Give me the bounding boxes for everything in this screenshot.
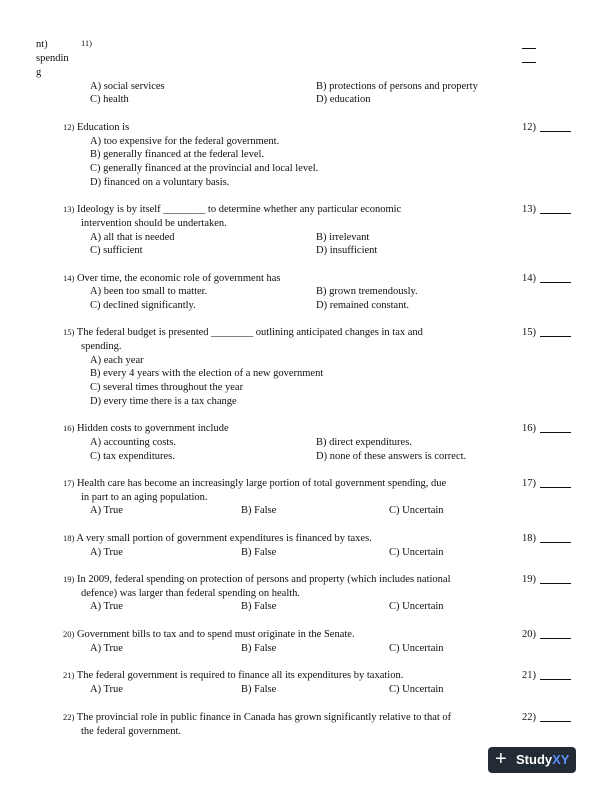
question-19-number: 19) [63,574,75,584]
watermark-brand-suffix: XY [552,752,570,767]
question-20 [63,628,355,641]
q12-option-d: D) financed on a voluntary basis. [90,177,230,188]
q14-option-b: B) grown tremendously. [316,286,418,297]
question-19-text-line1: In 2009, federal spending on protection of persons and property (which includes national [76,574,451,585]
answer-label-15: 15) [522,327,536,338]
q11-option-a: A) social services [90,81,165,92]
q17-option-a: A) True [90,505,123,516]
question-20-text: Government bills to tax and to spend must originate in the Senate. [76,629,355,640]
q11-option-c: C) health [90,94,129,105]
header-fragment-line1: nt) [36,39,48,50]
question-16-text: Hidden costs to government include [76,423,229,434]
answer-blank-19 [540,583,571,584]
answer-label-22: 22) [522,712,536,723]
question-19 [63,573,451,586]
question-12-text: Education is [76,122,130,133]
answer-blank [522,48,536,49]
q19-option-a: A) True [90,601,123,612]
answer-blank-21 [540,679,571,680]
question-16 [63,422,229,435]
answer-label-19: 19) [522,574,536,585]
answer-label-14: 14) [522,273,536,284]
question-17-text-line1: Health care has become an increasingly large portion of total government spending, due [76,478,447,489]
q13-option-b: B) irrelevant [316,232,370,243]
question-18 [63,532,372,545]
q15-option-a: A) each year [90,355,144,366]
q19-option-c: C) Uncertain [389,601,444,612]
question-15-number: 15) [63,327,75,337]
q12-option-c: C) generally financed at the provincial and local level. [90,163,319,174]
answer-label-17: 17) [522,478,536,489]
answer-blank-18 [540,542,571,543]
q17-option-b: B) False [241,505,277,516]
question-14-number: 14) [63,273,75,283]
q20-option-c: C) Uncertain [389,643,444,654]
question-16-number: 16) [63,423,75,433]
question-20-number: 20) [63,629,75,639]
question-11-number: 11) [81,38,93,48]
question-22 [63,711,451,724]
answer-blank-13 [540,213,571,214]
q20-option-b: B) False [241,643,277,654]
studyxy-watermark [488,747,576,773]
q19-option-b: B) False [241,601,277,612]
question-21-text: The federal government is required to finance all its expenditures by taxation. [76,670,404,681]
q14-option-a: A) been too small to matter. [90,286,208,297]
question-22-text-line1: The provincial role in public finance in Canada has grown significantly relative to that of [76,712,452,723]
answer-label-21: 21) [522,670,536,681]
q15-option-c: C) several times throughout the year [90,382,244,393]
answer-blank [522,62,536,63]
question-17-text-line2: in part to an aging population. [81,492,208,503]
q16-option-b: B) direct expenditures. [316,437,412,448]
question-13 [63,203,401,216]
q11-option-d: D) education [316,94,371,105]
question-21-number: 21) [63,670,75,680]
q12-option-a: A) too expensive for the federal government. [90,136,280,147]
q15-option-d: D) every time there is a tax change [90,396,237,407]
question-17 [63,477,446,490]
question-14 [63,272,280,285]
answer-label-12: 12) [522,122,536,133]
question-15 [63,326,423,339]
answer-label-16: 16) [522,423,536,434]
q18-option-b: B) False [241,547,277,558]
q11-option-b: B) protections of persons and property [316,81,478,92]
question-13-text-line2: intervention should be undertaken. [81,218,227,229]
q13-option-c: C) sufficient [90,245,143,256]
q13-option-d: D) insufficient [316,245,378,256]
question-15-text-line1: The federal budget is presented ________ outlining anticipated changes in tax and [76,327,423,338]
q20-option-a: A) True [90,643,123,654]
question-22-text-line2: the federal government. [81,726,181,737]
answer-label-13: 13) [522,204,536,215]
question-13-text-line1: Ideology is by itself ________ to determine whether any particular economic [76,204,402,215]
answer-label-18: 18) [522,533,536,544]
q12-option-b: B) generally financed at the federal level. [90,149,265,160]
q15-option-b: B) every 4 years with the election of a new government [90,368,324,379]
question-18-number: 18) [63,533,75,543]
q21-option-c: C) Uncertain [389,684,444,695]
watermark-brand: Study [516,752,553,767]
answer-label-20: 20) [522,629,536,640]
question-19-text-line2: defence) was larger than federal spending on health. [81,588,301,599]
q14-option-c: C) declined significantly. [90,300,196,311]
question-17-number: 17) [63,478,75,488]
question-18-text: A very small portion of government expenditures is financed by taxes. [76,533,372,544]
plus-icon: + [495,748,507,770]
question-22-number: 22) [63,712,75,722]
answer-blank-17 [540,487,571,488]
question-13-number: 13) [63,204,75,214]
question-21 [63,669,403,682]
q16-option-c: C) tax expenditures. [90,451,175,462]
q14-option-d: D) remained constant. [316,300,410,311]
question-14-text: Over time, the economic role of government has [76,273,281,284]
answer-blank-14 [540,282,571,283]
answer-blank-12 [540,131,571,132]
question-12 [63,121,129,134]
answer-blank-16 [540,432,571,433]
q16-option-d: D) none of these answers is correct. [316,451,467,462]
q18-option-a: A) True [90,547,123,558]
header-fragment-line3: g [36,67,42,78]
answer-blank-15 [540,336,571,337]
q13-option-a: A) all that is needed [90,232,175,243]
header-fragment-line2: spendin [36,53,69,64]
question-15-text-line2: spending. [81,341,122,352]
question-12-number: 12) [63,122,75,132]
q16-option-a: A) accounting costs. [90,437,177,448]
q21-option-a: A) True [90,684,123,695]
answer-blank-20 [540,638,571,639]
q21-option-b: B) False [241,684,277,695]
q17-option-c: C) Uncertain [389,505,444,516]
q18-option-c: C) Uncertain [389,547,444,558]
answer-blank-22 [540,721,571,722]
